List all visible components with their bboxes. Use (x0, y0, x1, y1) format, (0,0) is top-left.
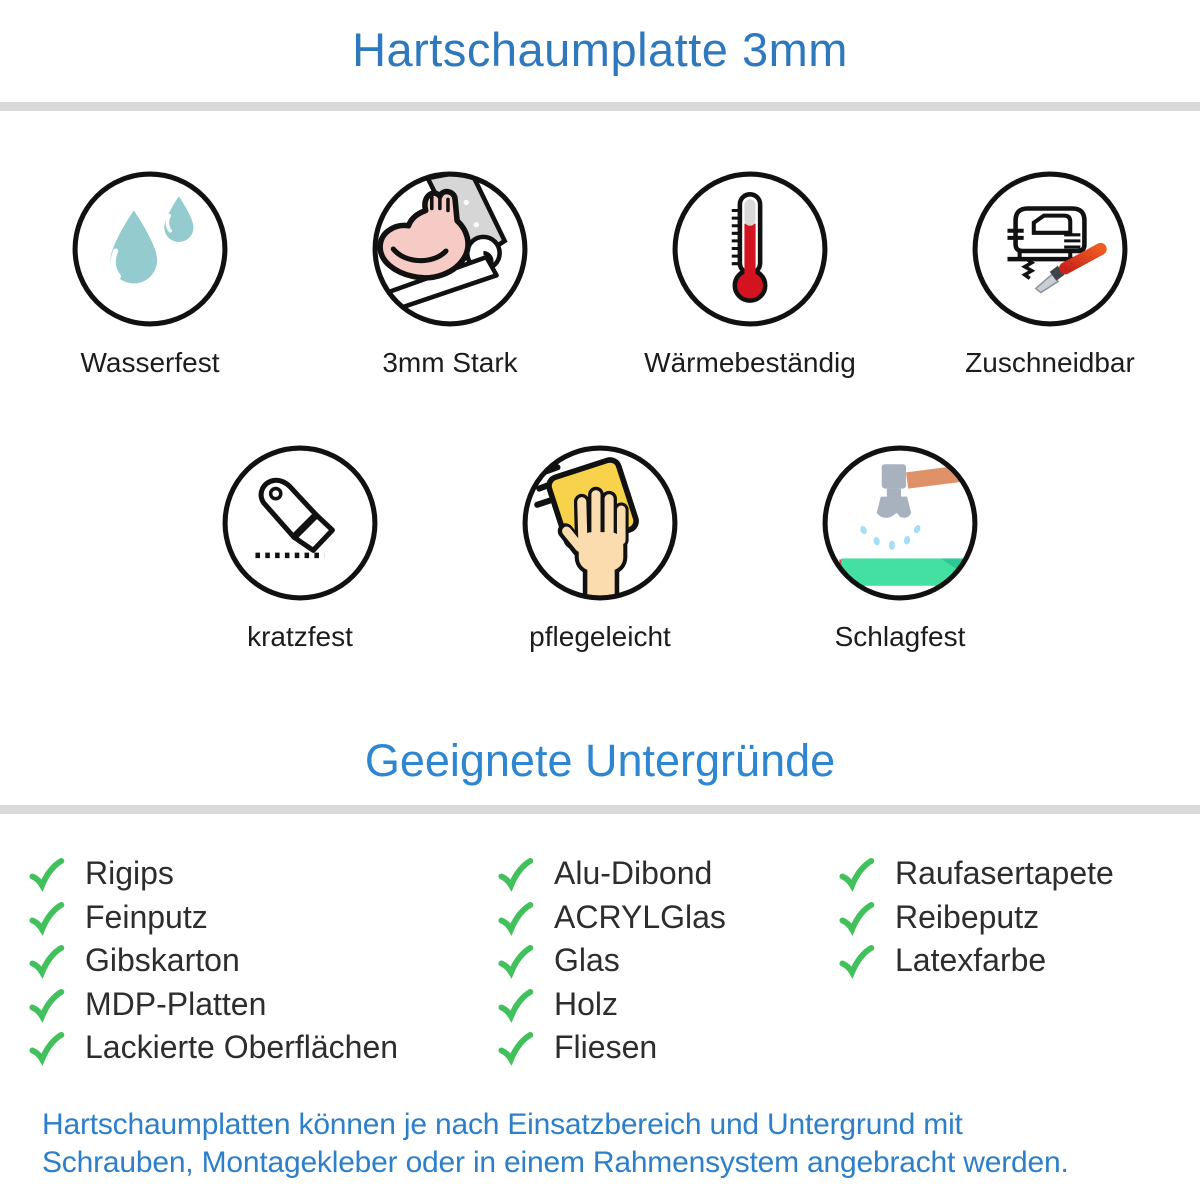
list-item (28, 852, 398, 896)
footer-note-line1: Hartschaumplatten können je nach Einsatzbereich und Untergrund mit (42, 1108, 963, 1141)
list-item-label: Raufasertapete (895, 855, 1114, 892)
check-icon (497, 899, 534, 936)
list-item-label: Lackierte Oberflächen (85, 1029, 399, 1066)
feature-pflegeleicht (450, 442, 750, 653)
check-icon (28, 1029, 65, 1066)
water-drops-icon (69, 168, 231, 330)
list-item-label: Fliesen (554, 1029, 658, 1066)
hand-cloth-icon (519, 442, 681, 604)
feature-row-2 (150, 442, 1050, 653)
page-title: Hartschaumplatte 3mm (352, 23, 848, 76)
check-icon (28, 855, 65, 892)
feature-label: Zuschneidbar (965, 347, 1135, 378)
feature-kratzfest (150, 442, 450, 653)
substrate-column-1 (28, 852, 398, 1070)
list-item (838, 852, 1114, 896)
check-icon (497, 855, 534, 892)
check-icon (497, 942, 534, 979)
substrate-column-2 (497, 852, 726, 1070)
list-item (28, 896, 398, 940)
list-item-label: Alu-Dibond (554, 855, 713, 892)
utility-knife-icon (219, 442, 381, 604)
list-item-label: Glas (554, 942, 620, 979)
flexed-arm-board-icon (369, 168, 531, 330)
list-item-label: ACRYLGlas (554, 898, 726, 935)
feature-label: kratzfest (247, 621, 353, 652)
list-item (497, 852, 726, 896)
list-item (497, 983, 726, 1027)
feature-3mm-stark (300, 168, 600, 379)
list-item-label: Rigips (85, 855, 174, 892)
hammer-impact-icon (819, 442, 981, 604)
feature-label: Wasserfest (80, 347, 220, 378)
feature-label: pflegeleicht (529, 621, 671, 652)
feature-zuschneidbar (900, 168, 1200, 379)
feature-label: 3mm Stark (382, 347, 518, 378)
footer-note (42, 1106, 1069, 1182)
section-title-untergruende: Geeignete Untergründe (364, 735, 836, 786)
thermometer-icon (669, 168, 831, 330)
feature-label: Schlagfest (834, 621, 966, 652)
divider-top (0, 102, 1200, 111)
list-item-label: Reibeputz (895, 898, 1040, 935)
list-item (28, 983, 398, 1027)
check-icon (497, 1029, 534, 1066)
check-icon (28, 942, 65, 979)
list-item (838, 939, 1114, 983)
list-item (838, 896, 1114, 940)
footer-note-line2: Schrauben, Montagekleber oder in einem Rahmensystem angebracht werden. (42, 1146, 1069, 1179)
list-item (497, 896, 726, 940)
list-item-label: Latexfarbe (895, 942, 1047, 979)
check-icon (28, 899, 65, 936)
list-item-label: MDP-Platten (85, 985, 267, 1022)
check-icon (28, 986, 65, 1023)
list-item (28, 939, 398, 983)
divider-middle (0, 805, 1200, 814)
list-item-label: Feinputz (85, 898, 208, 935)
list-item-label: Gibskarton (85, 942, 240, 979)
feature-label: Wärmebeständig (644, 347, 856, 378)
check-icon (838, 942, 875, 979)
list-item-label: Holz (554, 985, 619, 1022)
list-item (497, 939, 726, 983)
feature-wasserfest (0, 168, 300, 379)
check-icon (838, 855, 875, 892)
feature-schlagfest (750, 442, 1050, 653)
feature-waermebestaendig (600, 168, 900, 379)
jigsaw-cutter-icon (969, 168, 1131, 330)
substrate-column-3 (838, 852, 1114, 983)
list-item (28, 1026, 398, 1070)
feature-row-1 (0, 168, 1200, 379)
check-icon (838, 899, 875, 936)
check-icon (497, 986, 534, 1023)
list-item (497, 1026, 726, 1070)
